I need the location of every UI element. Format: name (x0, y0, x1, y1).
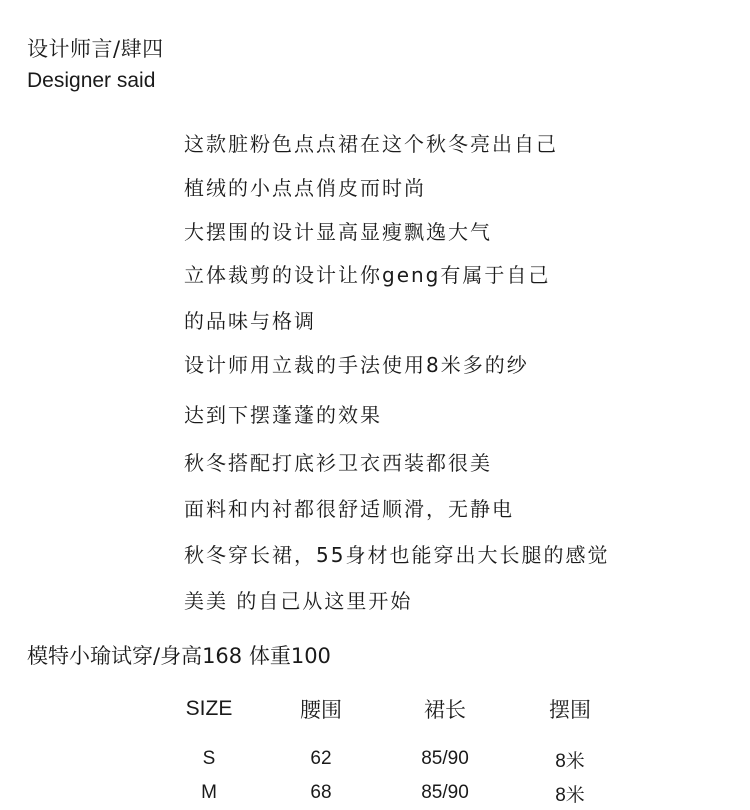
length-cell: 85/90 (421, 782, 469, 803)
waist-cell: 62 (310, 748, 332, 769)
size-cell: S (202, 748, 216, 769)
description-line: 植绒的小点点俏皮而时尚 (184, 176, 426, 200)
waist-cell: 68 (310, 782, 332, 803)
designer-header (27, 34, 164, 96)
hem-cell: 8米 (555, 750, 585, 772)
description-line: 面料和内衬都很舒适顺滑，无静电 (184, 497, 514, 521)
table-row (150, 726, 624, 776)
size-header: SIZE (185, 697, 233, 720)
description-line: 美美 的自己从这里开始 (184, 589, 413, 613)
description-line: 这款脏粉色点点裙在这个秋冬亮出自己 (184, 132, 558, 156)
description-line: 达到下摆蓬蓬的效果 (184, 403, 382, 427)
size-table-header-row (150, 692, 624, 726)
size-cell: M (201, 782, 217, 803)
length-header: 裙长 (424, 699, 466, 722)
description-line: 的品味与格调 (184, 309, 316, 333)
table-row (150, 776, 624, 810)
hem-cell: 8米 (555, 784, 585, 806)
description-line: 秋冬穿长裙，55身材也能穿出大长腿的感觉 (184, 543, 610, 567)
model-info: 模特小瑜试穿/身高168 体重100 (27, 644, 331, 668)
waist-header: 腰围 (300, 699, 342, 722)
description-line: 设计师用立裁的手法使用8米多的纱 (184, 353, 529, 377)
description-line: 秋冬搭配打底衫卫衣西装都很美 (184, 451, 492, 475)
designer-title-cn: 设计师言/肆四 (27, 37, 164, 61)
size-table (150, 692, 624, 810)
hem-header: 摆围 (549, 699, 591, 722)
length-cell: 85/90 (421, 748, 469, 769)
product-description (184, 128, 609, 617)
description-line: 立体裁剪的设计让你geng有属于自己 (184, 263, 551, 287)
description-line: 大摆围的设计显高显瘦飘逸大气 (184, 220, 492, 244)
designer-title-en: Designer said (27, 69, 156, 92)
